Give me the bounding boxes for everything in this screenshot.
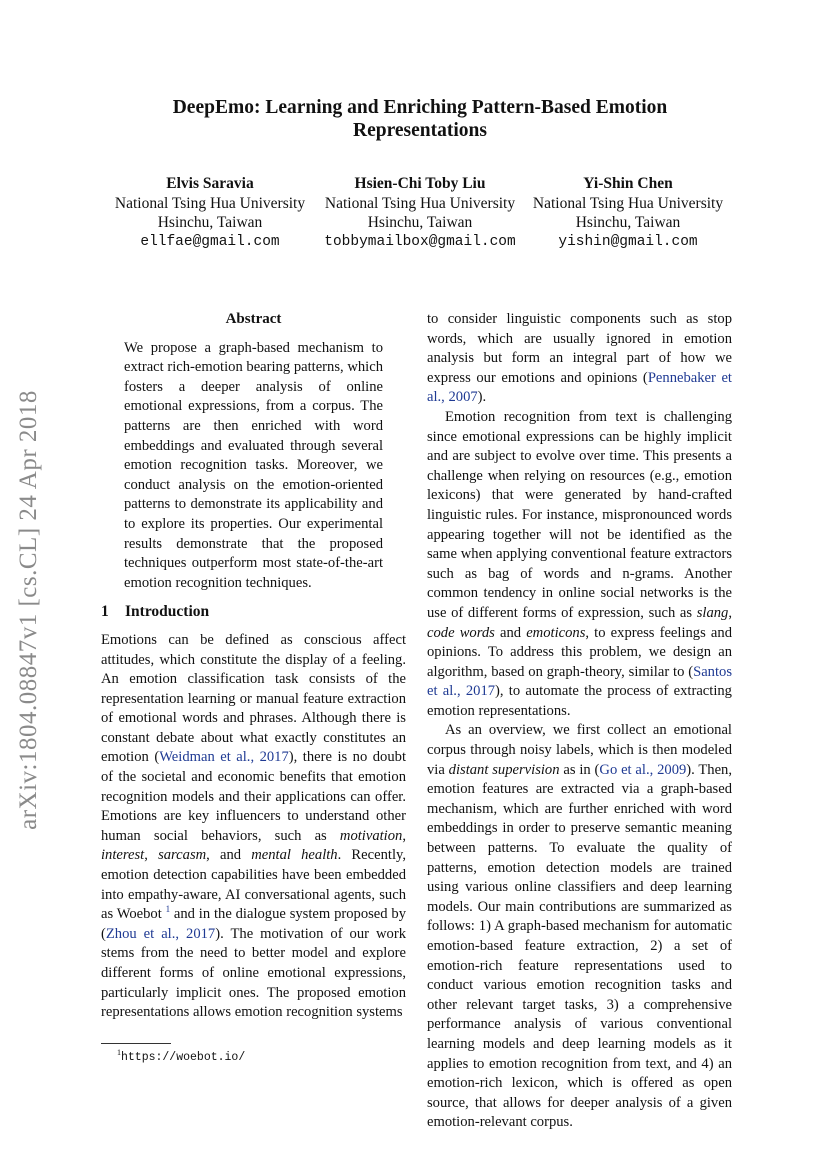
author-location: Hsinchu, Taiwan bbox=[367, 214, 473, 231]
text-run: , and bbox=[206, 847, 252, 864]
text-run: . Recently, emotion detection capabilities have been embedded into empathy-aware, AI conversational agents, such as Woebot bbox=[101, 847, 406, 923]
text-run: and in the dialogue system proposed by ( bbox=[101, 906, 406, 942]
emphasis: code words bbox=[427, 624, 495, 641]
text-run: , bbox=[728, 604, 732, 621]
abstract-text: We propose a graph-based mechanism to extract rich-emotion bearing patterns, which fosters a deeper analysis of online emotional expressions, from a corpus. The patterns are then enriched with word embeddings and evaluated through several emotion recognition tasks. Moreover, we conduct analysis on the emotion-oriented patterns to demonstrate its applicability and to explore its properties. Our experimental results demonstrate that the proposed techniques outperform most state-of-the-art emotion recognition techniques. bbox=[124, 339, 383, 591]
author-2 bbox=[320, 174, 520, 252]
text-run: to consider linguistic components such as stop words, which are usually ignored in emotion analysis but form an integral part of how we express our emotions and opinions ( bbox=[427, 311, 732, 386]
text-run: ). Then, emotion features are extracted via a graph-based mechanism, which are further enriched with word embeddings in order to preserve semantic meaning between patterns. To evaluate the quality of patterns, emotion detection models are trained using various online classifiers and deep learning models. Our main contributions are summarized as follows: 1) A graph-based mechanism for automatic emotion-based feature extraction, 2) a set of emotion-rich feature representations used to conduct various emotion recognition tasks and other relevant target tasks, 3) a comprehensive performance analysis of various conventional learning models and deep learning models as it applies to emotion recognition from text, and 4) an emotion-rich lexicon, which is offered as open source, that allows for deeper analysis of a given emotion-relevant corpus. bbox=[427, 761, 733, 1131]
emphasis: emoticons bbox=[526, 624, 586, 641]
footnote-mark: 1 bbox=[117, 1048, 121, 1057]
text-run: ). bbox=[477, 389, 487, 406]
emphasis: mental health bbox=[251, 847, 338, 864]
paper-title bbox=[110, 96, 730, 142]
emphasis: motivation bbox=[339, 827, 403, 844]
text-run: , to express feelings and opinions. To address this problem, we design an algorithm, based on graph-theory, similar to ( bbox=[427, 624, 732, 680]
emphasis: interest bbox=[101, 847, 145, 864]
text-run: and bbox=[494, 624, 527, 641]
intro-paragraph-3 bbox=[427, 721, 732, 1132]
text-run: as in ( bbox=[559, 761, 600, 778]
author-affiliation: National Tsing Hua University bbox=[532, 194, 724, 212]
author-1 bbox=[110, 174, 310, 252]
author-3 bbox=[528, 174, 728, 252]
footnote bbox=[117, 1048, 245, 1064]
author-name: Hsien-Chi Toby Liu bbox=[354, 175, 486, 192]
author-affiliation: National Tsing Hua University bbox=[324, 194, 516, 212]
footnote-marker[interactable]: 1 bbox=[165, 904, 171, 915]
right-column bbox=[427, 310, 732, 1133]
text-run: , bbox=[144, 847, 159, 864]
citation-link[interactable]: Zhou et al., 2017 bbox=[105, 925, 216, 942]
arxiv-id-text: arXiv:1804.08847v1 [cs.CL] 24 Apr 2018 bbox=[15, 390, 42, 830]
section-number: 1 bbox=[101, 603, 109, 621]
text-run: ), there is no doubt of the societal and economic benefits that emotion recognition models and their applications can offer. Emotions are key influencers to understand other human social behaviors, such as bbox=[101, 749, 406, 844]
footnote-url[interactable]: https://woebot.io/ bbox=[121, 1050, 246, 1064]
author-name: Yi-Shin Chen bbox=[583, 175, 673, 192]
author-affiliation: National Tsing Hua University bbox=[114, 194, 306, 212]
intro-paragraph-2 bbox=[427, 408, 732, 722]
intro-paragraph-1 bbox=[101, 631, 406, 1023]
emphasis: sarcasm bbox=[158, 847, 207, 864]
section-heading-introduction bbox=[101, 602, 406, 622]
author-name: Elvis Saravia bbox=[166, 175, 254, 192]
text-run: Emotions can be defined as conscious affect attitudes, which constitute the display of a feeling. An emotion classification task consists of the representation learning or manual feature extraction of emotional words and phrases. Although there is constant debate about what exactly constitutes an emotion ( bbox=[101, 631, 406, 766]
citation-link[interactable]: Santos et al., 2017 bbox=[427, 663, 732, 700]
title-line-1: DeepEmo: Learning and Enriching Pattern-Based Emotion bbox=[172, 97, 668, 118]
citation-link[interactable]: Pennebaker et al., 2007 bbox=[427, 369, 732, 406]
citation-link[interactable]: Go et al., 2009 bbox=[599, 761, 687, 778]
abstract-heading: Abstract bbox=[225, 311, 282, 327]
emphasis: slang bbox=[696, 604, 729, 621]
author-location: Hsinchu, Taiwan bbox=[575, 214, 681, 231]
footnote-rule bbox=[101, 1043, 171, 1044]
author-email[interactable]: tobbymailbox@gmail.com bbox=[324, 233, 516, 250]
text-run: ). The motivation of our work stems from the need to better model and explore different forms of online emotional expressions, particularly implicit ones. The proposed emotion representations allows emotion recognition systems bbox=[101, 925, 406, 1021]
text-run: Emotion recognition from text is challenging since emotional expressions can be highly implicit and are subject to evolve over time. This presents a challenge when relying on resources (e.g., emotion lexicons) that were generated by hand-crafted linguistic rules. For instance, mispronounced words appearing together will not be identified as the same when applying conventional feature extractors such as bag of words and n-grams. Another common tendency in online social networks is the use of different forms of expression, such as bbox=[427, 408, 732, 621]
text-run: , bbox=[402, 827, 406, 844]
text-run: ), to automate the process of extracting emotion representations. bbox=[427, 683, 732, 719]
paragraph-continuation bbox=[427, 310, 732, 408]
citation-link[interactable]: Weidman et al., 2017 bbox=[159, 749, 289, 766]
section-title: Introduction bbox=[125, 603, 210, 621]
title-line-2: Representations bbox=[353, 120, 487, 141]
author-email[interactable]: ellfae@gmail.com bbox=[140, 233, 280, 250]
arxiv-identifier bbox=[14, 360, 44, 860]
emphasis: distant supervision bbox=[448, 761, 560, 778]
author-email[interactable]: yishin@gmail.com bbox=[558, 233, 698, 250]
left-column bbox=[101, 310, 406, 1023]
author-location: Hsinchu, Taiwan bbox=[157, 214, 263, 231]
text-run: As an overview, we first collect an emotional corpus through noisy labels, which is then modeled via bbox=[427, 722, 732, 778]
